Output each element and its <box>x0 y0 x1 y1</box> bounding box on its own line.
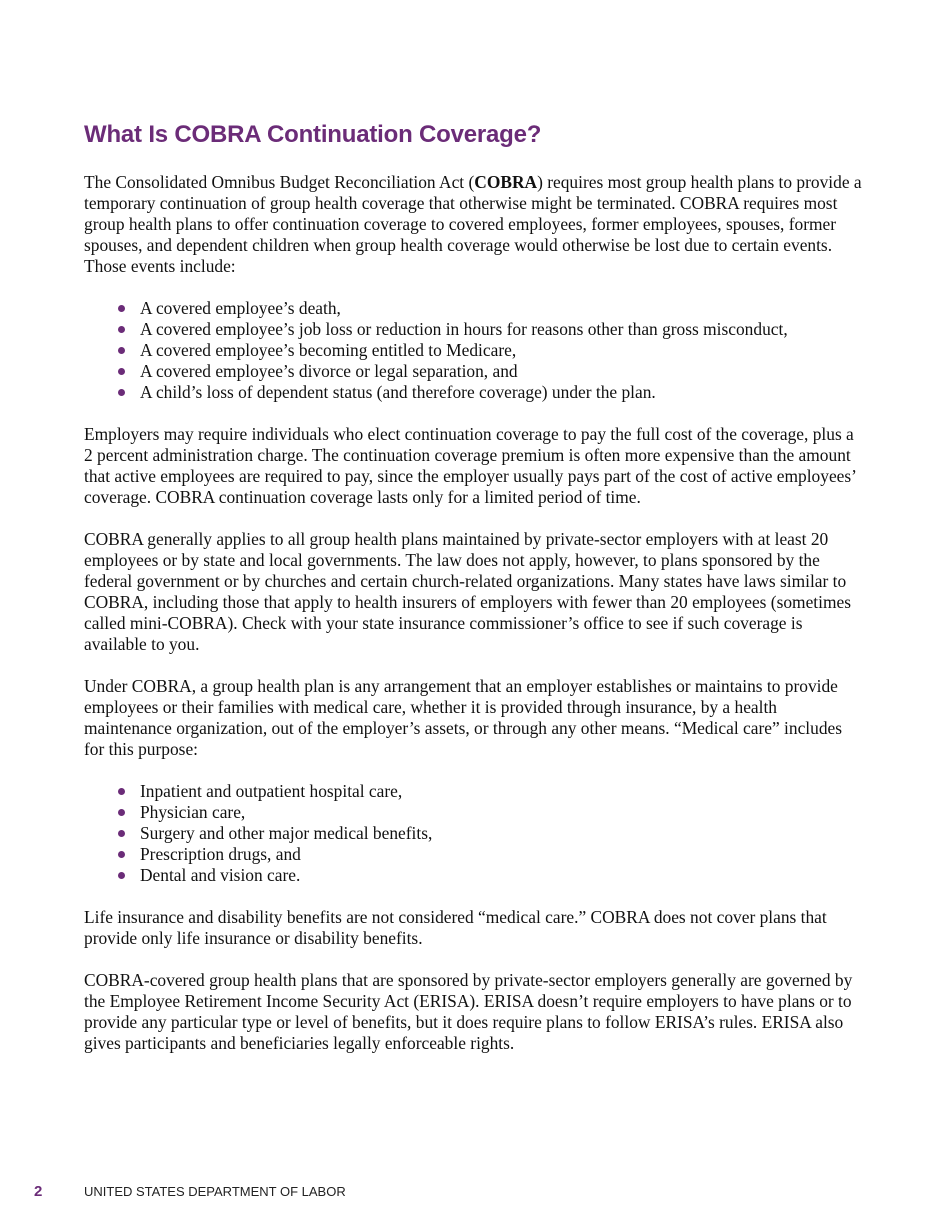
list-item-text: A covered employee’s becoming entitled to Medicare, <box>140 340 517 360</box>
qualifying-events-list <box>84 298 864 403</box>
list-item <box>118 361 864 382</box>
list-item <box>118 382 864 403</box>
list-item-text: Prescription drugs, and <box>140 844 301 864</box>
list-item-text: Surgery and other major medical benefits, <box>140 823 433 843</box>
list-item <box>118 844 864 865</box>
bullet-icon <box>118 830 125 837</box>
page-title: What Is COBRA Continuation Coverage? <box>84 121 542 148</box>
list-item-text: A covered employee’s death, <box>140 298 341 318</box>
intro-text-start: The Consolidated Omnibus Budget Reconciliation Act ( <box>84 172 475 192</box>
list-item <box>118 781 864 802</box>
list-item-text: A child’s loss of dependent status (and therefore coverage) under the plan. <box>140 382 656 402</box>
definition-paragraph: Under COBRA, a group health plan is any arrangement that an employer establishes or maintains to provide employees or their families with medical care, whether it is provided through insurance, by a health maintenance organization, out of the employer’s assets, or through any other means. “Medical care” includes for this purpose: <box>84 676 843 759</box>
bullet-icon <box>118 326 125 333</box>
life-insurance-paragraph: Life insurance and disability benefits are not considered “medical care.” COBRA does not cover plans that provide only life insurance or disability benefits. <box>84 907 827 948</box>
list-item-text: Dental and vision care. <box>140 865 301 885</box>
cost-paragraph: Employers may require individuals who elect continuation coverage to pay the full cost of the coverage, plus a 2 percent administration charge. The continuation coverage premium is often more expensive than the amount that active employees are required to pay, since the employer usually pays part of the cost of active employees’ coverage. COBRA continuation coverage lasts only for a limited period of time. <box>84 424 856 507</box>
list-item <box>118 865 864 886</box>
list-item <box>118 340 864 361</box>
page-number: 2 <box>34 1183 43 1200</box>
bullet-icon <box>118 788 125 795</box>
list-item <box>118 298 864 319</box>
page-footer <box>34 1183 346 1200</box>
bullet-icon <box>118 872 125 879</box>
list-item <box>118 823 864 844</box>
bullet-icon <box>118 809 125 816</box>
list-item-text: Physician care, <box>140 802 246 822</box>
bullet-icon <box>118 347 125 354</box>
applicability-paragraph: COBRA generally applies to all group health plans maintained by private-sector employers with at least 20 employees or by state and local governments. The law does not apply, however, to plans sponsored by the federal government or by churches and certain church-related organizations. Many states have laws similar to COBRA, including those that apply to health insurers of employers with fewer than 20 employees (sometimes called mini-COBRA). Check with your state insurance commissioner’s office to see if such coverage is available to you. <box>84 529 851 654</box>
bullet-icon <box>118 368 125 375</box>
medical-care-list <box>84 781 864 886</box>
cobra-acronym: COBRA <box>474 172 538 192</box>
list-item-text: Inpatient and outpatient hospital care, <box>140 781 403 801</box>
bullet-icon <box>118 305 125 312</box>
list-item <box>118 319 864 340</box>
intro-text-end: ) requires most group health plans to provide a temporary continuation of group health coverage that otherwise might be terminated. COBRA requires most group health plans to offer continuation coverage to covered employees, former employees, spouses, former spouses, and dependent children when group health coverage would otherwise be lost due to certain events. Those events include: <box>84 172 862 276</box>
bullet-icon <box>118 851 125 858</box>
list-item-text: A covered employee’s job loss or reduction in hours for reasons other than gross misconduct, <box>140 319 788 339</box>
list-item-text: A covered employee’s divorce or legal separation, and <box>140 361 518 381</box>
list-item <box>118 802 864 823</box>
erisa-paragraph: COBRA-covered group health plans that are sponsored by private-sector employers generally are governed by the Employee Retirement Income Security Act (ERISA). ERISA doesn’t require employers to have plans or to provide any particular type or level of benefits, but it does require plans to follow ERISA’s rules. ERISA also gives participants and beneficiaries legally enforceable rights. <box>84 970 853 1053</box>
bullet-icon <box>118 389 125 396</box>
intro-paragraph <box>84 172 864 277</box>
document-page <box>84 118 864 1075</box>
agency-name: UNITED STATES DEPARTMENT OF LABOR <box>84 1184 346 1199</box>
